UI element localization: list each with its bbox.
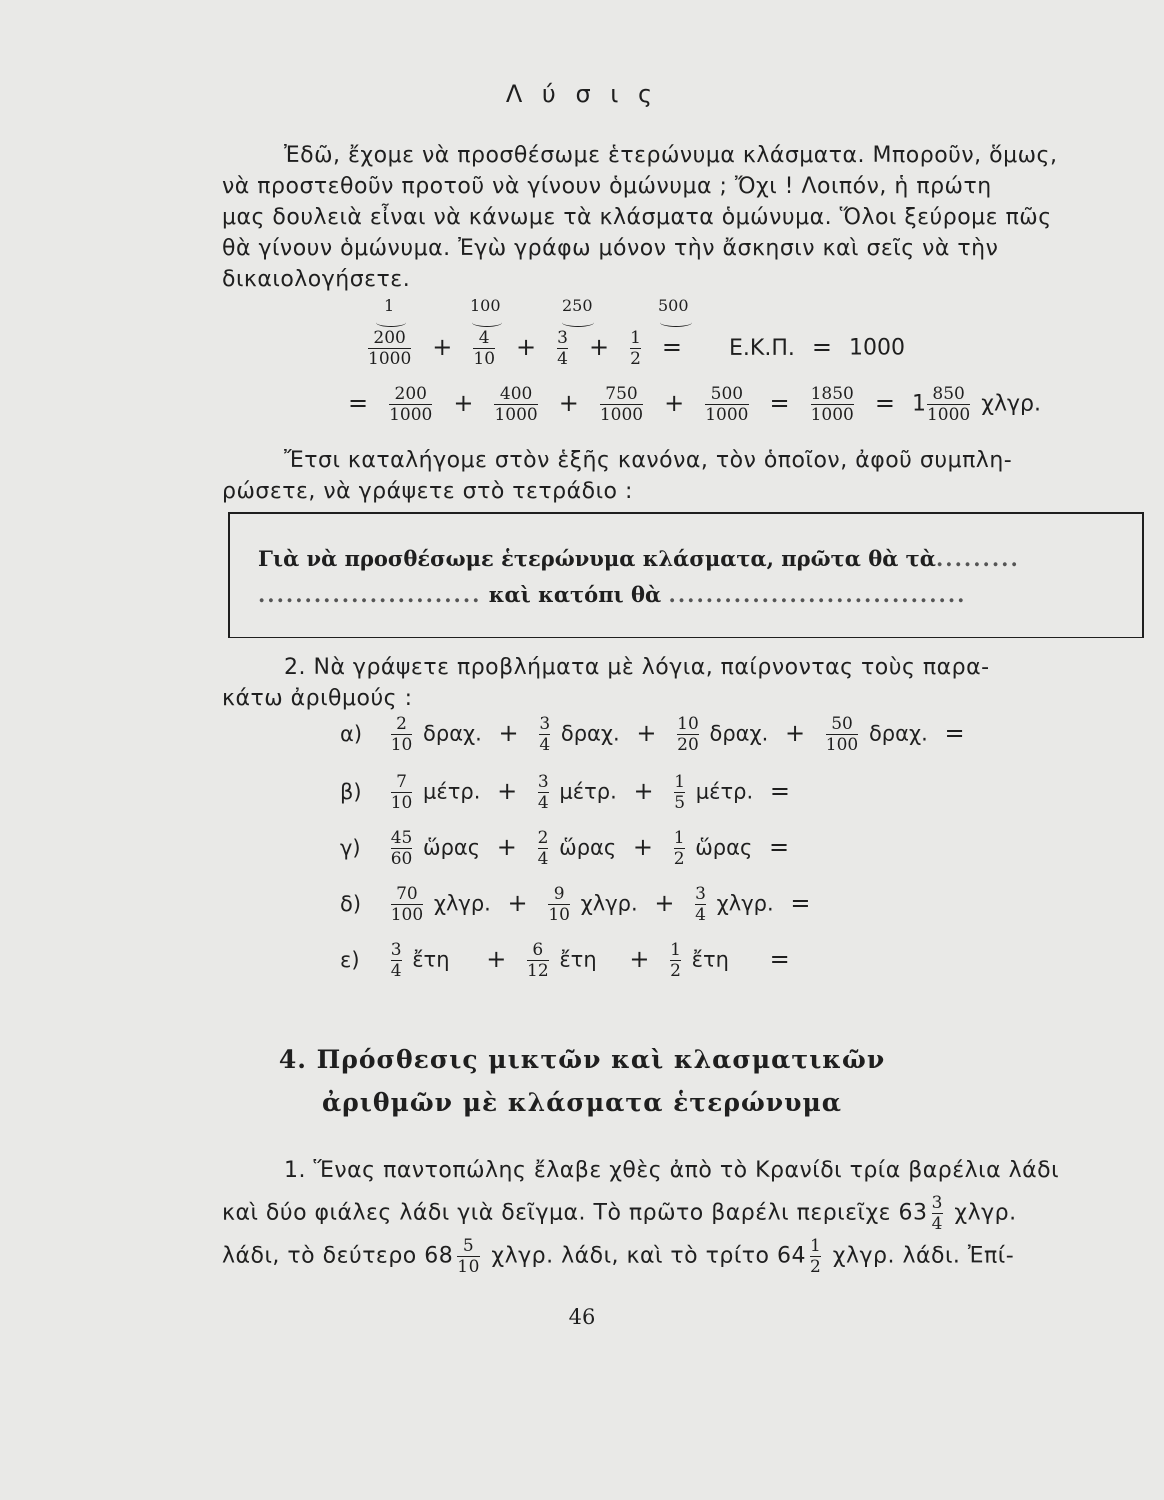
exercise-line: κάτω ἀριθμούς :: [222, 686, 413, 711]
unit: δραχ.: [560, 721, 620, 746]
exercise-label: γ): [340, 835, 361, 860]
solution-title: Λ ύ σ ι ς: [505, 80, 659, 108]
unit: ὥρας: [559, 835, 617, 860]
multiplier: 250: [562, 296, 593, 315]
rule-intro-line: ρώσετε, νὰ γράψετε στὸ τετράδιο :: [222, 479, 633, 504]
exercise-label: β): [340, 779, 362, 804]
lcm-label: Ε.Κ.Π.: [729, 335, 795, 361]
problem-1-line: [222, 1155, 1142, 1186]
fraction: $\frac{9}{10}$: [548, 884, 570, 925]
blank-dots[interactable]: ................................: [668, 582, 967, 607]
problem-text: καὶ δύο φιάλες λάδι γιὰ δεῖγμα. Τὸ πρῶτο βαρέλι περιεῖχε 63: [222, 1200, 928, 1226]
equals-sign: =: [768, 832, 790, 861]
intro-paragraph: [222, 140, 1142, 295]
unit: ὥρας: [423, 835, 481, 860]
fraction: $\frac{3}{4}$: [539, 714, 551, 755]
fraction: $\frac{1}{5}$: [674, 772, 686, 813]
fraction: $\frac{850}{1000}$: [926, 384, 971, 425]
problem-text: χλγρ. λάδι. Ἐπί-: [832, 1243, 1015, 1269]
rule-box: [228, 512, 1144, 638]
equals-sign: =: [348, 388, 369, 417]
intro-line: μας δουλειὰ εἶναι νὰ κάνωμε τὰ κλάσματα ὁμώνυμα. Ὅλοι ξεύρομε πῶς: [222, 205, 1052, 230]
equals-sign: =: [661, 332, 682, 361]
problem-text: λάδι, τὸ δεύτερο 68: [222, 1243, 454, 1269]
problem-1-line: [222, 1193, 1142, 1234]
unit: ἔτη: [412, 947, 450, 972]
plus-sign: +: [432, 332, 453, 361]
unit: χλγρ.: [433, 891, 491, 916]
exercise-epsilon: [340, 940, 800, 981]
solution-row-2: [338, 384, 1041, 425]
fraction: $\frac{3}{4}$: [931, 1193, 943, 1234]
fraction: $\frac{70}{100}$: [390, 884, 424, 925]
plus-sign: +: [498, 718, 519, 747]
problem-1-line: [222, 1236, 1142, 1277]
fraction: $\frac{1}{2}$: [630, 328, 641, 369]
rule-intro-line: Ἔτσι καταλήγομε στὸν ἑξῆς κανόνα, τὸν ὁποῖον, ἀφοῦ συμπλη-: [284, 448, 1013, 473]
fraction: $\frac{3}{4}$: [537, 772, 549, 813]
exercise-gamma: [340, 828, 799, 869]
intro-line: θὰ γίνουν ὁμώνυμα. Ἐγὼ γράφω μόνον τὴν ἄσκησιν καὶ σεῖς νὰ τὴν: [222, 236, 999, 261]
intro-line: Ἐδῶ, ἔχομε νὰ προσθέσωμε ἑτερώνυμα κλάσματα. Μποροῦν, ὅμως,: [284, 143, 1058, 168]
section-title: Πρόσθεσις μικτῶν καὶ κλασματικῶν: [316, 1045, 886, 1074]
fraction: $\frac{1}{2}$: [673, 828, 685, 869]
problem-text: 1. Ἕνας παντοπώλης ἔλαβε χθὲς ἀπὸ τὸ Κρανίδι τρία βαρέλια λάδι: [284, 1158, 1060, 1183]
plus-sign: +: [496, 832, 517, 861]
section-title: ἀριθμῶν μὲ κλάσματα ἑτερώνυμα: [321, 1088, 843, 1117]
unit: δραχ.: [868, 721, 928, 746]
exercise-label: ε): [340, 947, 360, 972]
unit: μέτρ.: [423, 779, 481, 804]
exercise-label: δ): [340, 891, 362, 916]
plus-sign: +: [453, 388, 474, 417]
fraction: $\frac{1}{2}$: [670, 940, 681, 981]
page-number: 46: [568, 1305, 596, 1329]
plus-sign: +: [664, 388, 685, 417]
exercise-alpha: [340, 714, 975, 755]
plus-sign: +: [507, 888, 528, 917]
fraction: $\frac{200}{1000}$: [368, 328, 412, 369]
plus-sign: +: [558, 388, 579, 417]
rule-text: καὶ κατόπι θὰ: [488, 582, 662, 607]
fraction: $\frac{200}{1000}$: [389, 384, 433, 425]
unit: ὥρας: [695, 835, 753, 860]
section-heading-line-2: [0, 1088, 1164, 1117]
fraction: $\frac{50}{100}$: [825, 714, 859, 755]
rule-line-1: [258, 546, 1020, 571]
fraction: $\frac{45}{60}$: [390, 828, 413, 869]
plus-sign: +: [486, 944, 507, 973]
plus-sign: +: [636, 718, 657, 747]
exercise-2-intro: [222, 652, 1142, 714]
plus-sign: +: [629, 944, 650, 973]
equals-sign: =: [874, 388, 895, 417]
unit: χλγρ.: [580, 891, 638, 916]
fraction: $\frac{3}{4}$: [390, 940, 402, 981]
problem-text: χλγρ. λάδι, καὶ τὸ τρίτο 64: [491, 1243, 806, 1269]
fraction: $\frac{500}{1000}$: [705, 384, 749, 425]
fraction: $\frac{750}{1000}$: [599, 384, 644, 425]
fraction: $\frac{2}{10}$: [390, 714, 413, 755]
equals-sign: =: [769, 944, 790, 973]
unit: ἔτη: [691, 947, 729, 972]
unit: μέτρ.: [559, 779, 617, 804]
fraction: $\frac{5}{10}$: [457, 1236, 480, 1277]
unit: ἔτη: [559, 947, 597, 972]
multiplier: 100: [470, 296, 501, 315]
exercise-delta: [340, 884, 820, 925]
plus-sign: +: [654, 888, 675, 917]
equals-sign: =: [769, 776, 790, 805]
plus-sign: +: [633, 776, 654, 805]
exercise-beta: [340, 772, 800, 813]
unit: δραχ.: [423, 721, 482, 746]
problem-text: χλγρ.: [954, 1200, 1017, 1226]
unit: δραχ.: [709, 721, 769, 746]
plus-sign: +: [632, 832, 653, 861]
fraction: $\frac{7}{10}$: [390, 772, 413, 813]
blank-dots[interactable]: .........: [935, 546, 1020, 571]
fraction: $\frac{3}{4}$: [695, 884, 706, 925]
fraction: $\frac{1}{2}$: [809, 1236, 822, 1277]
exercise-line: 2. Νὰ γράψετε προβλήματα μὲ λόγια, παίρνοντας τοὺς παρα-: [284, 655, 990, 680]
rule-box-baseline: [228, 637, 1142, 638]
fraction: $\frac{2}{4}$: [537, 828, 549, 869]
fraction: $\frac{4}{10}$: [473, 328, 496, 369]
plus-sign: +: [516, 332, 537, 361]
rule-line-2: [258, 582, 966, 607]
fraction: $\frac{3}{4}$: [557, 328, 568, 369]
fraction: $\frac{400}{1000}$: [494, 384, 538, 425]
blank-dots[interactable]: ........................: [258, 582, 482, 607]
rule-intro: [222, 445, 1142, 507]
section-heading: [0, 1045, 1164, 1074]
equals-sign: =: [790, 888, 811, 917]
intro-line: δικαιολογήσετε.: [222, 267, 411, 292]
mixed-whole: 1: [911, 391, 926, 417]
plus-sign: +: [785, 718, 806, 747]
exercise-label: α): [340, 721, 363, 746]
solution-row-1: [364, 328, 905, 369]
plus-sign: +: [497, 776, 518, 805]
multiplier: 1: [384, 296, 395, 315]
equals-sign: =: [769, 388, 790, 417]
multiplier: 500: [658, 296, 689, 315]
fraction: $\frac{10}{20}$: [677, 714, 699, 755]
unit: χλγρ.: [716, 891, 774, 916]
fraction: $\frac{6}{12}$: [527, 940, 549, 981]
section-number: 4.: [278, 1045, 307, 1074]
rule-text: Γιὰ νὰ προσθέσωμε ἑτερώνυμα κλάσματα, πρῶτα θὰ τὰ: [258, 546, 936, 571]
fraction: $\frac{1850}{1000}$: [810, 384, 854, 425]
intro-line: νὰ προστεθοῦν προτοῦ νὰ γίνουν ὁμώνυμα ; Ὄχι ! Λοιπόν, ἡ πρώτη: [222, 174, 992, 199]
unit: μέτρ.: [695, 779, 754, 804]
lcm-value: 1000: [848, 335, 905, 361]
unit: χλγρ.: [981, 391, 1041, 417]
equals-sign: =: [811, 332, 832, 361]
equals-sign: =: [944, 718, 965, 747]
plus-sign: +: [588, 332, 610, 361]
